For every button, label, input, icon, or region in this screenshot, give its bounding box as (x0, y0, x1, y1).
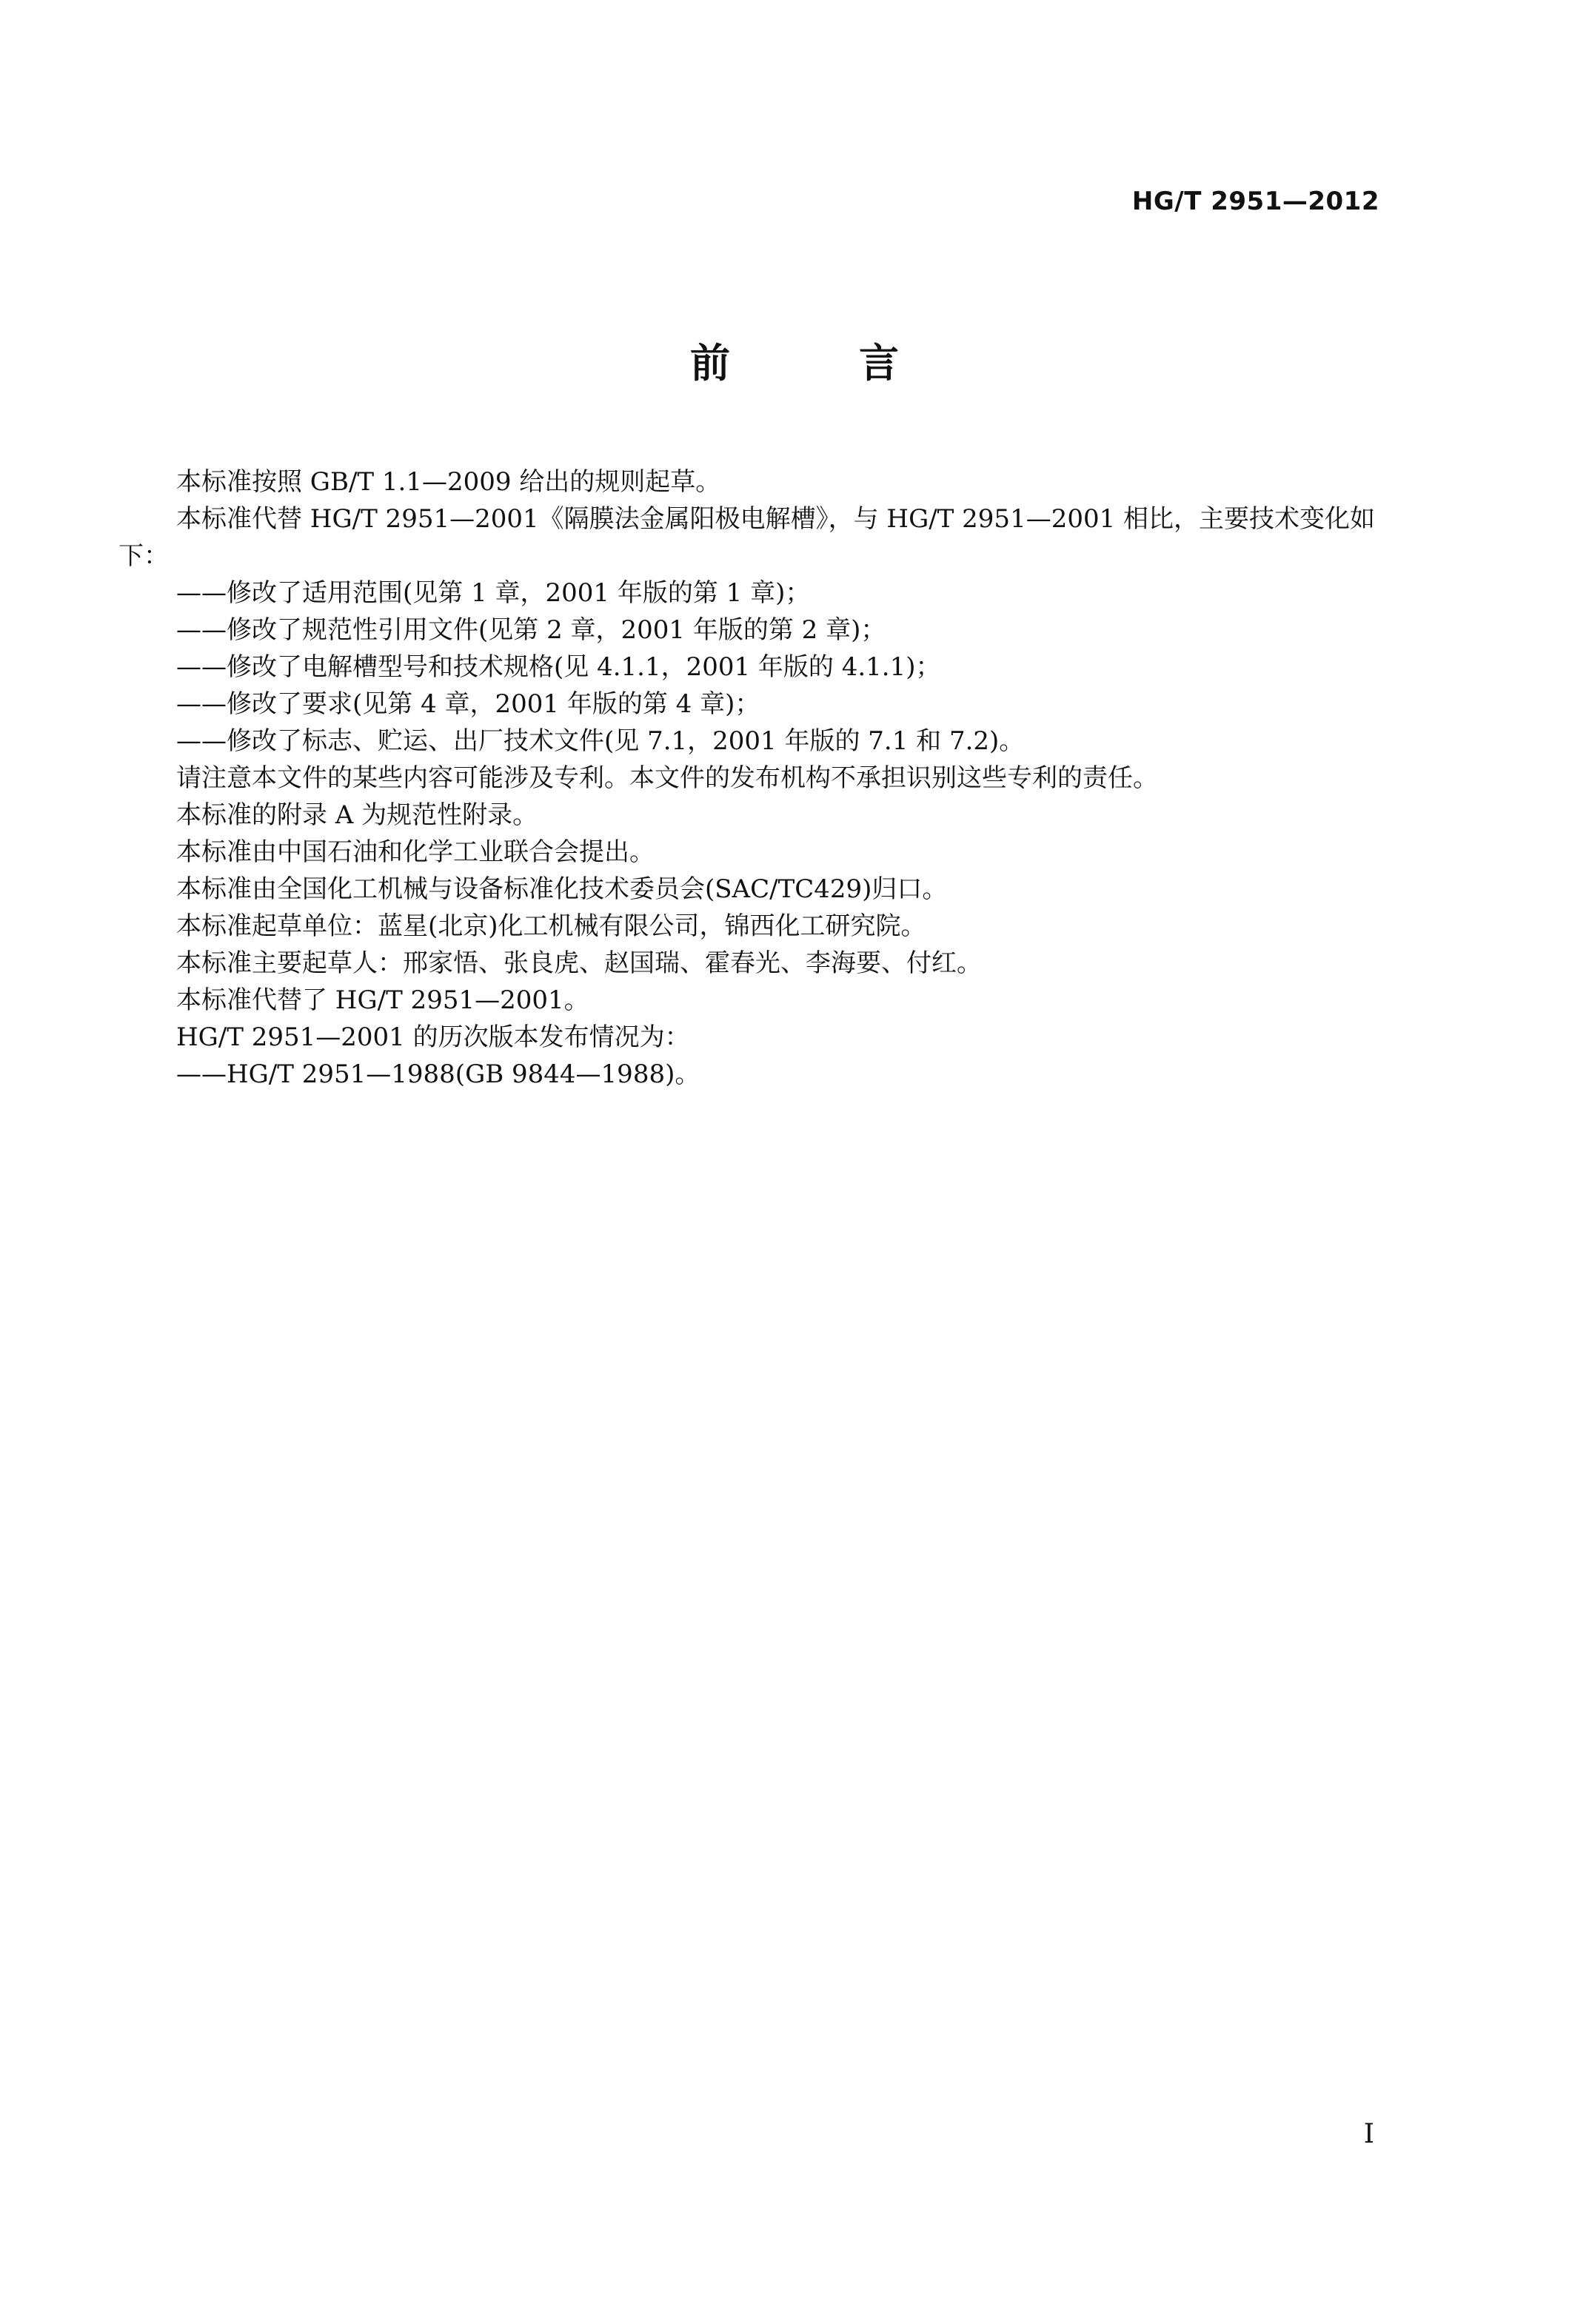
foreword-body (118, 463, 1382, 1093)
paragraph-replacement: 本标准代替 HG/T 2951—2001《隔膜法金属阳极电解槽》，与 HG/T 2951—2001 相比，主要技术变化如下： (118, 504, 1376, 571)
paragraph-replaces: 本标准代替了 HG/T 2951—2001。 (176, 985, 589, 1015)
paragraph-drafting-units: 本标准起草单位：蓝星(北京)化工机械有限公司，锦西化工研究院。 (176, 911, 926, 941)
history-item: ——HG/T 2951—1988(GB 9844—1988)。 (176, 1059, 700, 1089)
paragraph-patent-notice: 请注意本文件的某些内容可能涉及专利。本文件的发布机构不承担识别这些专利的责任。 (176, 763, 1158, 793)
change-item: ——修改了电解槽型号和技术规格(见 4.1.1，2001 年版的 4.1.1)； (176, 652, 941, 682)
paragraph-proposer: 本标准由中国石油和化学工业联合会提出。 (176, 837, 655, 867)
paragraph-committee: 本标准由全国化工机械与设备标准化技术委员会(SAC/TC429)归口。 (176, 874, 948, 904)
paragraph-history-intro: HG/T 2951—2001 的历次版本发布情况为： (176, 1022, 690, 1052)
change-item: ——修改了标志、贮运、出厂技术文件(见 7.1，2001 年版的 7.1 和 7.2)。 (176, 726, 1025, 756)
page-title: 前 言 (690, 340, 943, 386)
change-item: ——修改了规范性引用文件(见第 2 章，2001 年版的第 2 章)； (176, 615, 886, 645)
change-item: ——修改了适用范围(见第 1 章，2001 年版的第 1 章)； (176, 578, 811, 608)
standard-code: HG/T 2951—2012 (1131, 187, 1379, 216)
page-number: I (1363, 2119, 1374, 2149)
paragraph-drafting-rules: 本标准按照 GB/T 1.1—2009 给出的规则起草。 (176, 467, 721, 497)
change-item: ——修改了要求(见第 4 章，2001 年版的第 4 章)； (176, 689, 760, 719)
paragraph-annex: 本标准的附录 A 为规范性附录。 (176, 800, 538, 830)
paragraph-drafters: 本标准主要起草人：邢家悟、张良虎、赵国瑞、霍春光、李海要、付红。 (176, 948, 982, 978)
